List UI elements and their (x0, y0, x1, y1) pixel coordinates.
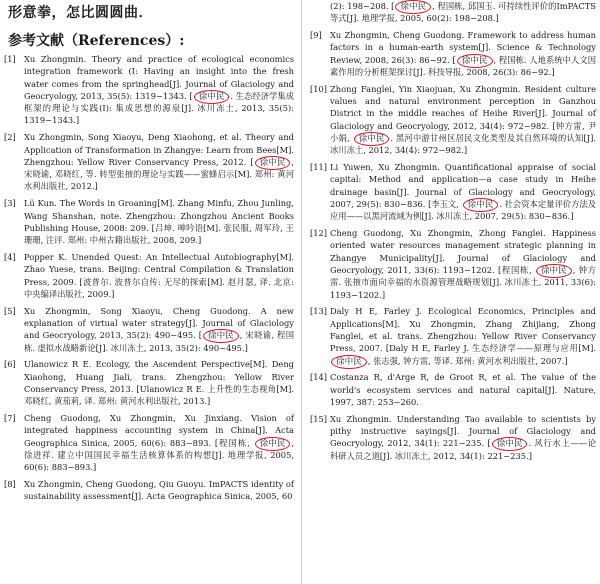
reference-text (24, 412, 294, 473)
references-heading: 参考文献（References）: (8, 33, 185, 49)
reference-text (24, 358, 294, 407)
reference-text (330, 305, 596, 366)
reference-entry (4, 53, 294, 127)
right-reference-list (310, 0, 596, 466)
highlighted-author-name: 徐中民 (463, 198, 499, 212)
reference-number: [7] (4, 413, 16, 424)
reference-text-before: Popper K. Unended Quest: An Intellectual Autobiography[M]. Zhao Yuese, trans. Beijing: Central Compilation & Translation Press, 2009. [波普尔. 波普尔自传: 无尽的探索[M]. 赵月瑟, 译. 北京: 中央编译出版社, 2009.] (24, 251, 294, 299)
reference-text-after: . 黑河中游甘州区居民文化类型及其自然环境的认知[J]. 冰川冻土, 2012, 34(4): 972−982.] (330, 132, 596, 156)
reference-text-after: , 钟方雷. 张掖市面向幸福的水资源管理战略规划[J]. 冰川冻土, 2011, 33(6): 1193−1202.] (330, 264, 597, 300)
reference-text-before: Ulanowicz R E. Ecology, the Ascendent Perspective[M]. Deng Xiaohong, Huang Jiali, trans. Zhengzhou: Yellow River Conservancy Press, 2013. [Ulanowicz R E. 上升性的生态视角[M]. 邓晓红, 黄茄莉, 译. 郑州: 黄河水利出版社, 2013.] (24, 359, 294, 407)
reference-text-before: Lü Kun. The Words in Groaning[M]. Zhang Minfu, Zhou Junling, Wang Shanshan, note. Zhengzhou: Zhongzhou Ancient Books Publishing House, 2008: 209. [吕坤. 呻吟语[M]. 张民服, 周军玲, 王珊珊, 注评. 郑州: 中州古籍出版社, 2008, 209.] (24, 198, 294, 246)
reference-text (330, 83, 596, 157)
reference-text-before: (2): 198−208. [ (330, 1, 395, 11)
reference-text (330, 161, 596, 222)
reference-text-before: Xu Zhongmin, Song Xiaoyu, Deng Xiaohong, et al. Theory and Application of Transformation in Zhangye: Learn from Bees[M]. Zhengzhou: Yellow River Conservancy Press, 2012. [ (24, 132, 294, 167)
reference-number: [8] (4, 479, 16, 489)
reference-entry (310, 227, 596, 301)
highlighted-author-name: 徐中民 (255, 437, 291, 451)
reference-text-before: Xu Zhongmin, Cheng Guodong. Framework to address human factors in a human-earth system[J]. Science & Technology Review, 2008, 26(3): 86−92. [ (330, 30, 596, 65)
left-reference-list (4, 53, 294, 507)
reference-text-after: , 宋晓谕, 程国栋. 虚拟水战略新论[J]. 冰川冻土, 2013, 35(2): 490−495.] (24, 330, 294, 353)
reference-text (330, 227, 596, 301)
highlighted-author-name: 徐中民 (331, 355, 367, 369)
highlighted-author-name: 徐中民 (457, 54, 493, 68)
reference-number: [12] (310, 228, 328, 239)
reference-entry (4, 305, 294, 354)
reference-number: [14] (310, 372, 328, 383)
reference-number: [11] (310, 162, 328, 173)
reference-entry (4, 131, 294, 192)
right-column (310, 0, 596, 584)
reference-entry (4, 197, 294, 246)
reference-entry (310, 0, 596, 25)
reference-text (24, 305, 294, 354)
highlighted-author-name: 徐中民 (255, 156, 291, 170)
reference-text-after: , 宋晓谕, 邓晓红, 等. 转型张掖的理论与实践——蜜蜂启示[M]. 郑州: 黄河水利出版社, 2012.] (24, 156, 294, 192)
column-divider (301, 0, 302, 584)
reference-text (24, 197, 294, 246)
reference-text (24, 251, 294, 300)
reference-text (24, 478, 294, 503)
reference-text-after: , 张志强, 钟方雷, 等译. 郑州: 黄河水利出版社, 2007.] (367, 355, 568, 366)
reference-number: [10] (310, 83, 328, 94)
highlighted-author-name: 徐中民 (492, 437, 528, 451)
highlighted-author-name: 徐中民 (354, 132, 390, 146)
reference-text-after: . 风行水上——论科研人员之道[J]. 冰川冻土, 2012, 34(1): 221−235.] (330, 438, 596, 461)
reference-entry (310, 83, 596, 157)
reference-text-before: Cheng Guodong, Xu Zhongmin, Xu Jinxiang. Vision of integrated happiness accounting system in China[J]. Acta Geographica Sinica, 2005, 60(6): 883−893. [程国栋, (24, 413, 294, 448)
reference-text (24, 131, 294, 192)
reference-number: [3] (4, 198, 16, 209)
reference-text-before: Zhong Fanglei, Yin Xiaojuan, Xu Zhongmin. Resident culture values and natural environment perception in Ganzhou District in the middle reaches of Heihe River[J]. Journal of Glaciology and Geocryology, 2012, 34(4): 972−982. [钟方雷, 尹小娟, (330, 83, 596, 143)
reference-text-after: , 徐进祥. 建立中国国民幸福生活核算体系的构想[J]. 地理学报, 2005, 60(6): 883−893.] (24, 437, 294, 473)
reference-text-before: Cheng Guodong, Xu Zhongmin, Zhong Fanglei. Happiness oriented water resources management strategic planning in Zhangye Municipality[J]. Journal of Glaciology and Geocryology, 2011, 33(6): 1193−1202. [程国栋, (330, 228, 596, 275)
reference-entry (310, 305, 596, 366)
highlighted-author-name: 徐中民 (203, 329, 239, 343)
reference-entry (310, 413, 596, 462)
reference-text-after: . 社会资本定量评价方法及应用——以黑河流域为例[J]. 冰川冻土, 2007, 29(5): 830−836.] (330, 198, 596, 222)
reference-number: [15] (310, 413, 328, 424)
highlighted-author-name: 徐中民 (536, 264, 572, 278)
reference-number: [6] (4, 359, 16, 370)
intro-line: 形意拳，怎比圆圆曲． (8, 5, 153, 21)
reference-text-before: Xu Zhongmin. Theory and practice of ecological economics integration framework (I: Having an insight into the fresh water comes from the springhead[J]. Journal of Glaciology and Geocryology, 2013, 35(5): 1319−1343. [ (24, 54, 294, 101)
reference-number: [9] (310, 30, 322, 41)
left-column (4, 0, 294, 584)
reference-text-before: Xu Zhongmin, Cheng Guodong, Qiu Guoyu. ImPACTS identity of sustainability assessment[J]. Acta Geographica Sinica, 2005, 60 (24, 479, 294, 502)
reference-entry (310, 29, 596, 78)
reference-text-before: Xu Zhongmin, Song Xiaoyu, Cheng Guodong. A new explanation of virtual water strategy[J]. Journal of Glaciology and Geocryology, 2013, 35(2): 490−495. [ (24, 305, 294, 341)
highlighted-author-name: 徐中民 (395, 0, 431, 14)
reference-entry (4, 358, 294, 407)
reference-text-before: Xu Zhongmin. Understanding Tao available to scientists by pithy instructive sayings[J]. Journal of Glaciology and Geocryology, 2012, 34(1): 221−235. [ (330, 413, 596, 449)
reference-entry (310, 161, 596, 222)
reference-text-before: Costanza R, d'Arge R, de Groot R, et al. The value of the world's ecosystem services and natural capital[J]. Nature, 1997, 387: 253−260. (330, 372, 596, 407)
reference-text (330, 0, 596, 25)
reference-number: [4] (4, 251, 16, 262)
reference-entry (4, 412, 294, 473)
reference-number: [1] (4, 54, 16, 64)
reference-text-before: Li Yuwen, Xu Zhongmin. Quantificational appraise of social capital: Method and application—a case study in Heihe drainage basin[J]. Journal of Glaciology and Geocryology, 2007, 29(5): 830−836. [李玉文, (330, 162, 596, 209)
reference-entry (4, 478, 294, 503)
reference-entry (310, 371, 596, 408)
reference-text (330, 29, 596, 78)
reference-text-before: Daly H E, Farley J. Ecological Economics, Principles and Applications[M]. Xu Zhongmin, Zhang Zhijiang, Zhong Fanglei, et al. trans. Zhengzhou: Yellow River Conservancy Press, 2007. [Daly H E, Farley J. 生态经济学——原理与应用[M]. (330, 306, 596, 354)
highlighted-author-name: 徐中民 (194, 90, 230, 104)
reference-text (330, 413, 596, 462)
reference-number: [2] (4, 132, 16, 143)
reference-entry (4, 251, 294, 300)
reference-number: [13] (310, 306, 328, 317)
reference-text (330, 371, 596, 408)
reference-text-after: , 程国栋, 邱国玉. 可持续性评价的ImPACTS等式[J]. 地理学报, 2005, 60(2): 198−208.] (330, 1, 596, 24)
reference-text (24, 53, 294, 127)
reference-text-after: , 程国栋. 人地系统中人文因素作用的分析框架探讨[J]. 科技导报, 2008, 26(3): 86−92.] (330, 54, 596, 77)
reference-text-after: . 生态经济学集成框架的理论与实践(I): 集成思想的源泉[J]. 冰川冻土, 2013, 35(5): 1319−1343.] (24, 90, 294, 126)
reference-number: [5] (4, 305, 16, 316)
